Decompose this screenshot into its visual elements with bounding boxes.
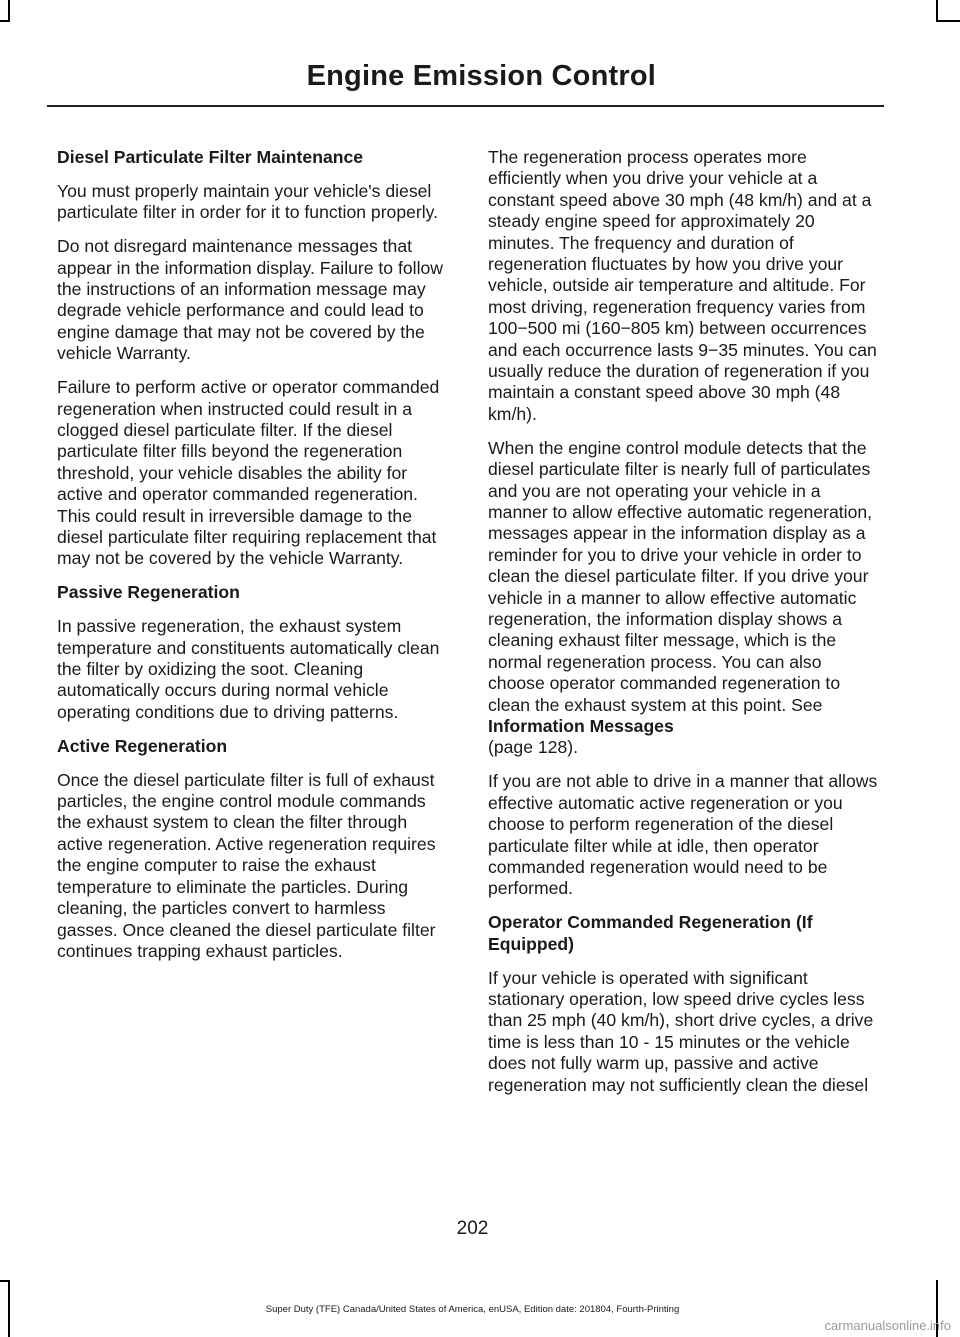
paragraph-active-regeneration: Once the diesel particulate filter is full of exhaust particles, the engine control module commands the exhaust system to clean the filter through active regeneration. Active regeneration requires the engine computer to raise the exhaust temperature to eliminate the particles. During cleaning, the particles convert to harmless gasses. Once cleaned the diesel particulate filter continues trapping exhaust particles. — [57, 769, 436, 961]
heading-operator-commanded-regeneration: Operator Commanded Regeneration (If Equipped) — [488, 912, 813, 954]
footer-edition-info: Super Duty (TFE) Canada/United States of America, enUSA, Edition date: 201804, Fourth-Printing — [265, 1304, 680, 1315]
paragraph-engine-control-module-text: When the engine control module detects that the diesel particulate filter is nearly full of particulates and you are not operating your vehicle in a manner to allow effective automatic regeneration, messages appear in the information display as a reminder for you to drive your vehicle in order to clean the diesel particulate filter. If you drive your vehicle in a manner to allow effective automatic regeneration, the information display shows a cleaning exhaust filter message, which is the normal regeneration process. You can also choose operator commanded regeneration to clean the exhaust system at this point. See — [488, 437, 873, 715]
page-header-title: Engine Emission Control — [306, 60, 656, 92]
heading-active-regeneration: Active Regeneration — [57, 735, 228, 756]
page-reference: (page 128). — [488, 737, 578, 758]
paragraph-passive-regeneration: In passive regeneration, the exhaust system temperature and constituents automatically clean the filter by oxidizing the soot. Cleaning automatically occurs during normal vehicle operating conditions due to driving patterns. — [57, 616, 440, 722]
paragraph-stationary-operation: If your vehicle is operated with significant stationary operation, low speed drive cycles less than 25 mph (40 km/h), short drive cycles, a drive time is less than 10 - 15 minutes or the vehicle does not fully warm up, passive and active regeneration may not sufficiently clean the diesel — [488, 967, 874, 1095]
crop-mark-top-left-horizontal — [0, 20, 10, 22]
crop-mark-top-right-vertical — [936, 0, 938, 22]
right-column — [488, 147, 881, 1109]
paragraph-engine-control-module — [488, 438, 881, 759]
paragraph-maintain-filter: You must properly maintain your vehicle's diesel particulate filter in order for it to function properly. — [57, 180, 439, 223]
crop-mark-bottom-left-horizontal — [0, 1280, 10, 1282]
information-messages-link[interactable]: Information Messages — [488, 716, 674, 737]
paragraph-idle-regeneration: If you are not able to drive in a manner that allows effective automatic active regeneration or you choose to perform regeneration of the diesel particulate filter while at idle, then operator commanded regeneration would need to be performed. — [488, 771, 878, 899]
heading-dpf-maintenance: Diesel Particulate Filter Maintenance — [57, 147, 364, 167]
paragraph-maintenance-messages: Do not disregard maintenance messages that appear in the information display. Failure to follow the instructions of an information message may degrade vehicle performance and could lead to engine damage that may not be covered by the vehicle Warranty. — [57, 236, 443, 364]
crop-mark-top-right-horizontal — [936, 20, 960, 22]
paragraph-regeneration-efficiency: The regeneration process operates more efficiently when you drive your vehicle at a constant speed above 30 mph (48 km/h) and at a steady engine speed for approximately 20 minutes. The frequency and duration of regeneration fluctuates by how you drive your vehicle, outside air temperature and altitude. For most driving, regeneration frequency varies from 100−500 mi (160−805 km) between occurrences and each occurrence lasts 9−35 minutes. You can usually reduce the duration of regeneration if you maintain a constant speed above 30 mph (48 km/h). — [488, 147, 877, 424]
page-number: 202 — [456, 1218, 489, 1239]
watermark: carmanualsonline.info — [824, 1318, 951, 1333]
crop-mark-top-left-vertical — [8, 0, 10, 22]
header-divider — [47, 105, 884, 107]
paragraph-regeneration-failure: Failure to perform active or operator commanded regeneration when instructed could result in a clogged diesel particulate filter. If the diesel particulate filter fills beyond the regeneration threshold, your vehicle disables the ability for active and operator commanded regeneration. This could result in irreversible damage to the diesel particulate filter requiring replacement that may not be covered by the vehicle Warranty. — [57, 377, 440, 569]
left-column — [57, 147, 450, 975]
heading-passive-regeneration: Passive Regeneration — [57, 582, 240, 603]
